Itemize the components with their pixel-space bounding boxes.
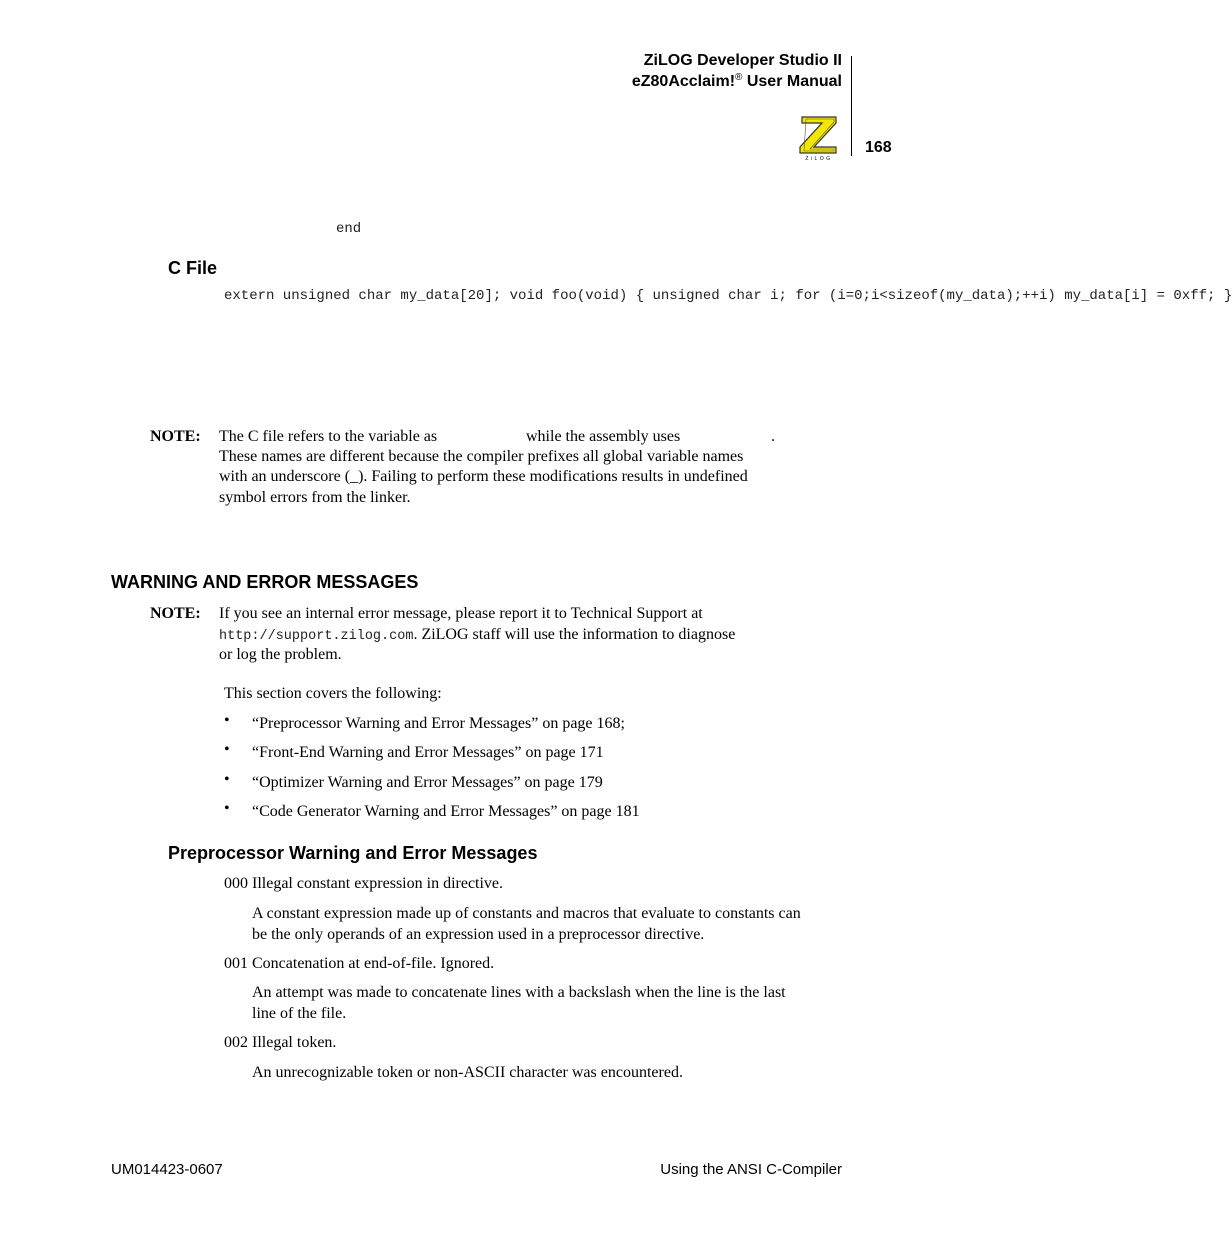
registered-mark: ® xyxy=(735,72,743,83)
section-heading: WARNING AND ERROR MESSAGES xyxy=(111,572,419,592)
c-file-code xyxy=(224,287,1232,306)
doc-title-line1: ZiLOG Developer Studio II xyxy=(643,52,842,69)
code-line: for (i=0;i<sizeof(my_data);++i) xyxy=(795,288,1056,304)
logo-wordmark: ZiLOG xyxy=(805,156,833,162)
note-text-line: symbol errors from the linker. xyxy=(219,489,411,506)
bullet-icon: • xyxy=(224,800,230,817)
subsection-heading: Preprocessor Warning and Error Messages xyxy=(168,843,538,863)
message-title: 000 Illegal constant expression in directive. xyxy=(224,875,504,892)
message-title: 001 Concatenation at end-of-file. Ignored. xyxy=(224,955,495,972)
note-text: . ZiLOG staff will use the information to diagnose xyxy=(413,626,736,643)
code-line: } xyxy=(1223,288,1232,304)
message-desc: An attempt was made to concatenate lines with a backslash when the line is the last xyxy=(252,984,786,1001)
message-desc: A constant expression made up of constants and macros that evaluate to constants can xyxy=(252,905,801,922)
code-line: unsigned char i; xyxy=(652,288,787,304)
message-desc: An unrecognizable token or non-ASCII character was encountered. xyxy=(252,1064,683,1081)
page-number: 168 xyxy=(865,139,892,156)
code-line: my_data[i] = 0xff; xyxy=(1064,288,1216,304)
message-desc: line of the file. xyxy=(252,1005,347,1022)
code-end: end xyxy=(336,221,362,237)
note-label: NOTE: xyxy=(150,605,201,622)
note-text-line: If you see an internal error message, please report it to Technical Support at xyxy=(219,605,703,622)
message-desc: be the only operands of an expression used in a preprocessor directive. xyxy=(252,926,705,943)
note-text-line: with an underscore (_). Failing to perform these modifications results in undefined xyxy=(219,468,748,485)
code-line: void foo(void) xyxy=(509,288,628,304)
bullet-icon: • xyxy=(224,741,230,758)
bullet-link[interactable]: “Front-End Warning and Error Messages” on page 171 xyxy=(252,744,604,761)
note-text-line: These names are different because the compiler prefixes all global variable names xyxy=(219,448,744,465)
note-text-line xyxy=(219,626,735,644)
c-file-heading: C File xyxy=(168,258,218,278)
code-line: extern unsigned char my_data[20]; xyxy=(224,288,502,304)
chapter-title: Using the ANSI C-Compiler xyxy=(660,1161,842,1178)
doc-title-line2 xyxy=(632,72,842,91)
bullet-link[interactable]: “Code Generator Warning and Error Messages” on page 181 xyxy=(252,803,640,820)
header-divider xyxy=(851,56,852,156)
intro-text: This section covers the following: xyxy=(224,685,442,702)
bullet-link[interactable]: “Optimizer Warning and Error Messages” on page 179 xyxy=(252,774,603,791)
bullet-icon: • xyxy=(224,771,230,788)
message-title: 002 Illegal token. xyxy=(224,1034,337,1051)
doc-number: UM014423-0607 xyxy=(111,1161,223,1178)
product-name: eZ80Acclaim! xyxy=(631,73,736,90)
support-link[interactable]: http://support.zilog.com xyxy=(219,629,414,644)
code-line: { xyxy=(635,288,645,304)
bullet-icon: • xyxy=(224,712,230,729)
note-text-line: The C file refers to the variable as xyxy=(219,428,438,445)
note-text-line: or log the problem. xyxy=(219,646,342,663)
manual-suffix: User Manual xyxy=(742,73,842,90)
zilog-logo-icon xyxy=(796,113,842,161)
bullet-link[interactable]: “Preprocessor Warning and Error Messages” on page 168; xyxy=(252,715,625,732)
note-text-line: while the assembly uses xyxy=(526,428,681,445)
note-label: NOTE: xyxy=(150,428,201,445)
note-text-period: . xyxy=(771,428,775,445)
